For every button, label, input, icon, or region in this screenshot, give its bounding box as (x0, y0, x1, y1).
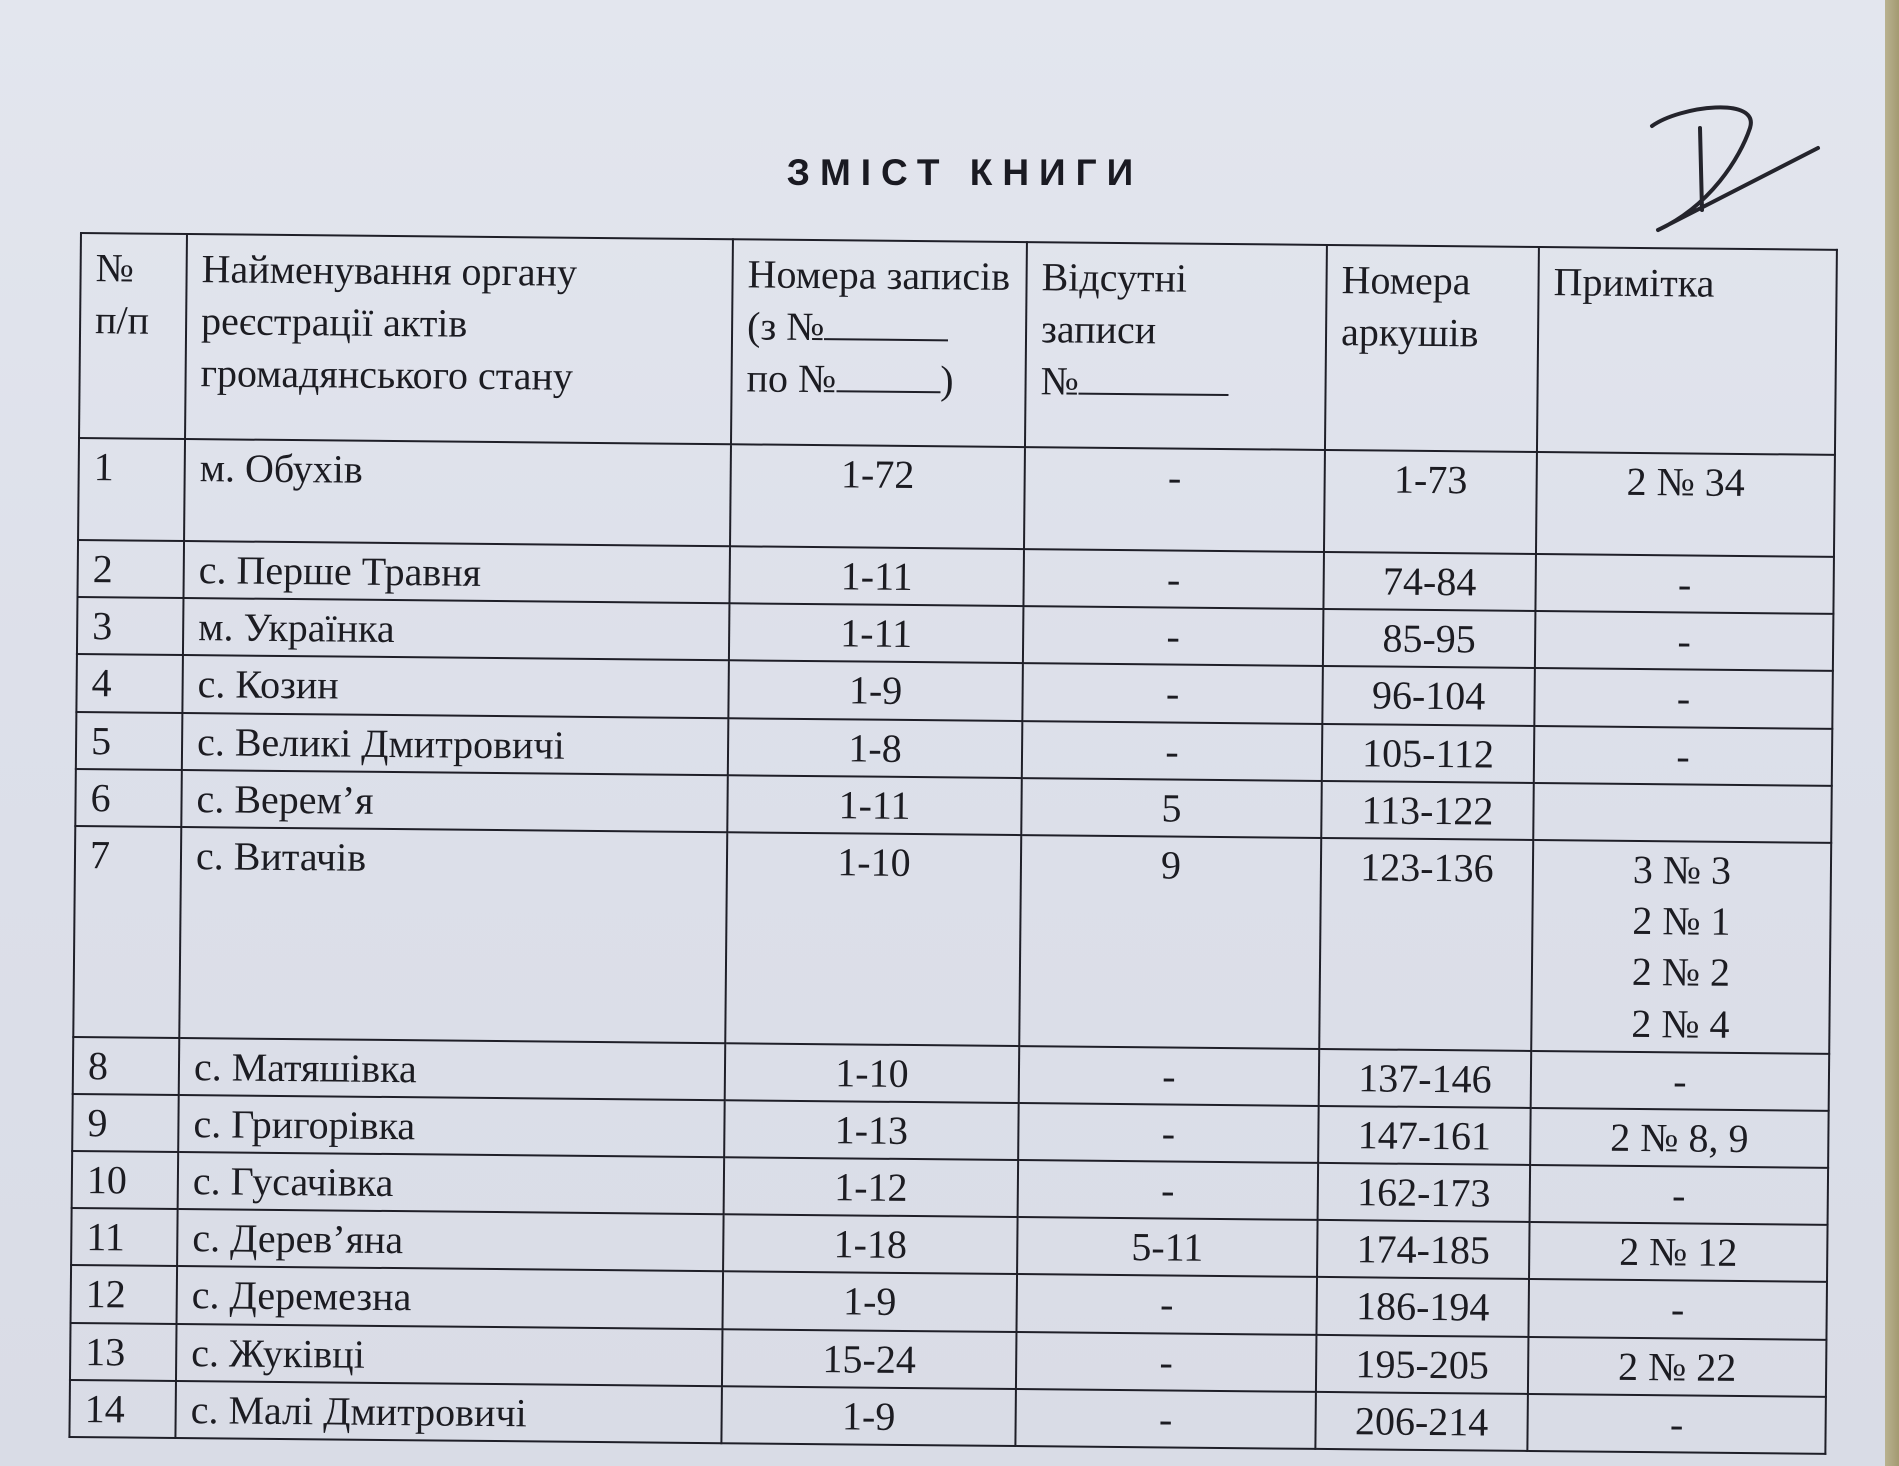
cell-missing: - (1023, 606, 1324, 666)
cell-records: 1-10 (725, 1043, 1020, 1103)
cell-note (1529, 1222, 1828, 1282)
note-line: 2 № 22 (1617, 1343, 1737, 1390)
cell-missing: - (1015, 1389, 1316, 1449)
cell-num: 4 (76, 654, 183, 712)
cell-missing: - (1018, 1103, 1319, 1163)
cell-records: 1-9 (721, 1386, 1016, 1446)
cell-sheets: 195-205 (1316, 1335, 1529, 1394)
note-line: - (1670, 1286, 1685, 1332)
note-line: - (1676, 675, 1691, 721)
cell-org: с. Жуківці (176, 1324, 723, 1386)
cell-sheets: 1-73 (1324, 450, 1537, 554)
cell-missing: - (1018, 1160, 1319, 1220)
cell-missing: - (1016, 1274, 1317, 1334)
header-records (731, 239, 1027, 447)
cell-records: 1-9 (728, 661, 1023, 721)
cell-sheets: 174-185 (1317, 1220, 1530, 1279)
cell-num: 11 (71, 1208, 178, 1266)
cell-num: 5 (76, 712, 183, 770)
cell-missing: 5-11 (1017, 1217, 1318, 1277)
cell-sheets: 206-214 (1315, 1392, 1528, 1451)
note-line: - (1669, 1401, 1684, 1447)
cell-org: с. Витачів (179, 827, 727, 1043)
cell-missing: - (1022, 721, 1323, 781)
header-missing (1025, 242, 1327, 450)
cell-num: 2 (77, 540, 184, 598)
note-line: 3 № 3 (1632, 846, 1732, 893)
cell-num: 13 (70, 1323, 177, 1381)
cell-records: 1-11 (727, 775, 1022, 835)
cell-note (1531, 1051, 1830, 1111)
table-body (69, 438, 1835, 1454)
cell-org: с. Деремезна (177, 1266, 724, 1328)
header-records-from: (з № (746, 303, 825, 350)
note-line: 2 № 4 (1631, 1000, 1730, 1047)
cell-num: 14 (69, 1380, 176, 1438)
paper-edge (1885, 0, 1899, 1466)
cell-sheets: 123-136 (1319, 838, 1533, 1051)
cell-sheets: 137-146 (1319, 1049, 1532, 1108)
cell-sheets: 186-194 (1316, 1277, 1529, 1336)
cell-num: 12 (71, 1265, 178, 1323)
note-line: - (1677, 618, 1692, 664)
cell-num: 8 (73, 1037, 180, 1095)
cell-note (1533, 783, 1832, 843)
cell-note (1530, 1108, 1829, 1168)
note-line (1549, 786, 1817, 789)
note-line: 2 № 2 (1631, 949, 1731, 996)
cell-records: 1-11 (729, 603, 1024, 663)
contents-table (68, 232, 1837, 1455)
cell-org: с. Великі Дмитровичі (182, 713, 729, 775)
page-title: ЗМІСТ КНИГИ (786, 152, 1144, 193)
cell-note (1536, 452, 1835, 557)
cell-org: с. Козин (182, 655, 729, 717)
cell-missing: - (1022, 663, 1323, 723)
cell-records: 1-8 (728, 718, 1023, 778)
cell-note (1534, 668, 1833, 728)
cell-org: с. Верем’я (181, 770, 728, 832)
cell-sheets: 85-95 (1323, 609, 1536, 668)
cell-num: 10 (72, 1151, 179, 1209)
cell-records: 1-9 (723, 1272, 1018, 1332)
header-records-to: по № (746, 355, 837, 402)
note-line: - (1676, 732, 1690, 779)
table-header-row (79, 233, 1837, 455)
cell-num: 1 (78, 438, 185, 541)
blank-line (1079, 357, 1229, 396)
cell-org: м. Обухів (184, 439, 731, 546)
cell-org: с. Малі Дмитровичі (175, 1381, 722, 1443)
cell-records: 1-11 (729, 546, 1024, 606)
cell-sheets: 96-104 (1322, 666, 1535, 725)
cell-sheets: 113-122 (1321, 781, 1534, 840)
cell-org: с. Григорівка (178, 1095, 725, 1157)
header-missing-title: Відсутні записи (1040, 254, 1188, 353)
cell-sheets: 74-84 (1323, 552, 1536, 611)
cell-num: 9 (72, 1094, 179, 1152)
header-sheets: Номера аркушів (1325, 245, 1539, 452)
note-line: 2 № 34 (1626, 458, 1745, 505)
cell-sheets: 147-161 (1318, 1106, 1531, 1165)
cell-records: 15-24 (722, 1329, 1017, 1389)
note-line: - (1671, 1172, 1686, 1218)
cell-missing: 9 (1019, 835, 1321, 1049)
note-line: - (1677, 561, 1692, 607)
blank-line (836, 354, 940, 393)
cell-records: 1-72 (730, 444, 1025, 549)
cell-missing: - (1024, 447, 1325, 552)
cell-note (1534, 726, 1833, 786)
cell-note (1527, 1394, 1826, 1454)
cell-sheets: 105-112 (1322, 724, 1535, 783)
cell-num: 7 (73, 826, 181, 1038)
handwritten-mark-icon (1640, 88, 1830, 248)
header-org: Найменування органу реєстрації актів громадянського стану (185, 234, 733, 444)
cell-num: 3 (77, 597, 184, 655)
cell-missing: - (1016, 1332, 1317, 1392)
note-line: 2 № 8, 9 (1610, 1114, 1749, 1161)
cell-note (1528, 1337, 1827, 1397)
table-row (73, 826, 1831, 1054)
cell-note (1535, 554, 1834, 614)
cell-note (1530, 1165, 1829, 1225)
cell-sheets: 162-173 (1318, 1163, 1531, 1222)
cell-org: с. Матяшівка (179, 1038, 726, 1100)
cell-records: 1-13 (724, 1100, 1019, 1160)
cell-org: с. Дерев’яна (177, 1209, 724, 1271)
cell-note (1535, 611, 1834, 671)
cell-org: с. Гусачівка (178, 1152, 725, 1214)
header-num: № п/п (79, 233, 187, 439)
cell-records: 1-18 (723, 1214, 1018, 1274)
table-row (78, 438, 1835, 557)
cell-num: 6 (75, 769, 182, 827)
cell-missing: - (1019, 1046, 1320, 1106)
cell-org: м. Українка (183, 598, 730, 660)
cell-missing: - (1023, 549, 1324, 609)
header-note: Примітка (1537, 247, 1837, 455)
note-line: - (1673, 1058, 1687, 1104)
cell-org: с. Перше Травня (183, 541, 730, 603)
cell-records: 1-12 (724, 1157, 1019, 1217)
header-records-title: Номера записів (747, 251, 1011, 299)
cell-records: 1-10 (725, 832, 1021, 1046)
header-missing-no: № (1040, 358, 1080, 404)
note-line: 2 № 1 (1632, 898, 1731, 944)
cell-note (1531, 840, 1831, 1054)
note-line: 2 № 12 (1618, 1229, 1738, 1276)
cell-note (1528, 1279, 1827, 1339)
header-records-close: ) (939, 357, 954, 403)
cell-missing: 5 (1021, 778, 1322, 838)
blank-line (824, 302, 948, 341)
